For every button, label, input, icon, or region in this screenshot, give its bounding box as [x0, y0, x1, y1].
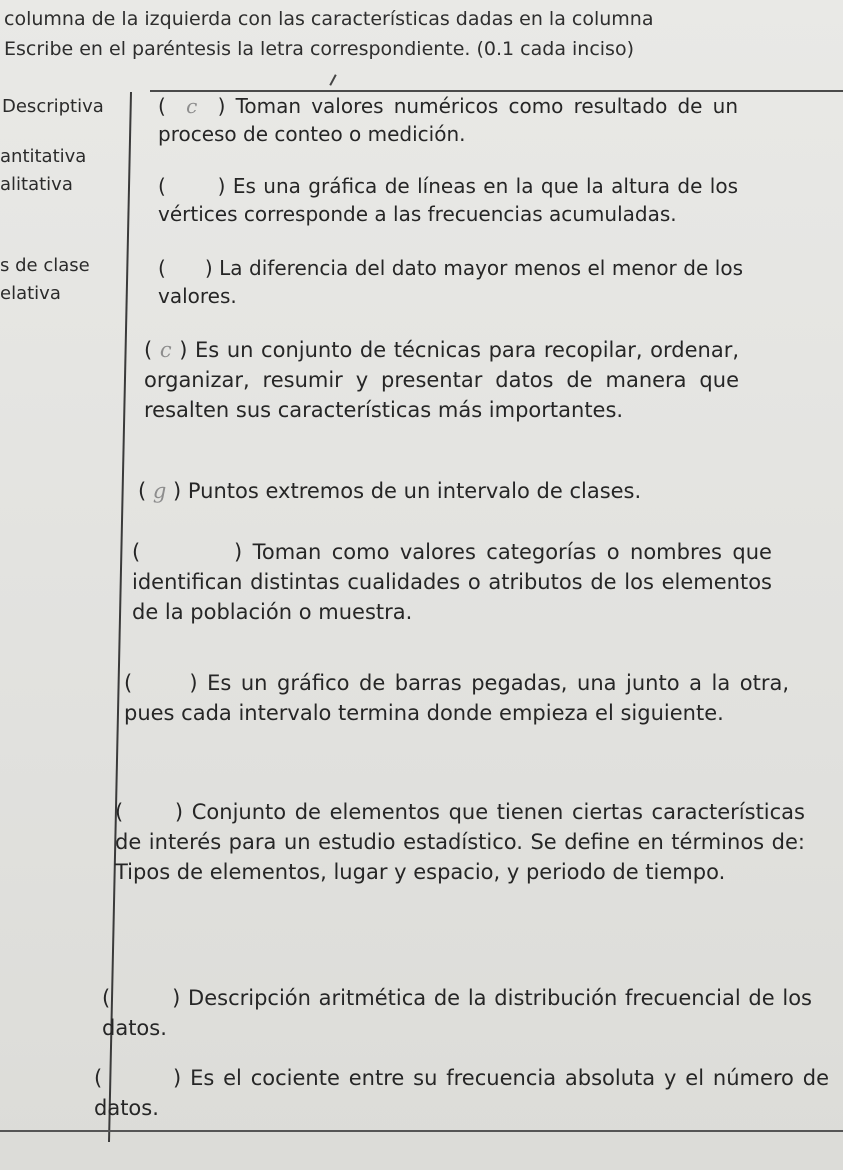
- item: ( ) Es el cociente entre su frecuencia absoluta y el número de datos.: [94, 1066, 830, 1120]
- table-bottom-border: [0, 1130, 843, 1132]
- item: ( ) La diferencia del dato mayor menos el menor de los valores.: [158, 256, 744, 308]
- left-term: s de clase: [0, 255, 90, 276]
- left-term: alitativa: [0, 174, 73, 195]
- item-text: Es una gráfica de líneas en la que la altura de los vértices corresponde a las frecuencias acumuladas.: [158, 174, 738, 226]
- answer-letter[interactable]: g: [152, 479, 167, 503]
- item-text: Es un conjunto de técnicas para recopilar, ordenar, organizar, resumir y presentar datos de manera que resalten sus características más importantes.: [144, 338, 739, 422]
- item: ( ) Descripción aritmética de la distribución frecuencial de los datos.: [102, 986, 812, 1040]
- item: ( g ) Puntos extremos de un intervalo de clases.: [138, 479, 642, 503]
- instruction-line-2: Escribe en el paréntesis la letra correspondiente. (0.1 cada inciso): [4, 38, 634, 60]
- item: ( ) Es un gráfico de barras pegadas, una junto a la otra, pues cada intervalo termina donde empieza el siguiente.: [124, 671, 790, 725]
- item: ( ) Es una gráfica de líneas en la que la altura de los vértices corresponde a las frecuencias acumuladas.: [158, 174, 738, 226]
- item: ( ) Toman como valores categorías o nombres que identifican distintas cualidades o atributos de los elementos de la población o muestra.: [132, 540, 772, 624]
- item-text: Conjunto de elementos que tienen ciertas características de interés para un estudio estadístico. Se define en términos de: Tipos de elementos, lugar y espacio, y periodo de tiempo.: [115, 800, 805, 884]
- item-text: Es el cociente entre su frecuencia absoluta y el número de datos.: [94, 1066, 830, 1120]
- item-text: Descripción aritmética de la distribución frecuencial de los datos.: [102, 986, 812, 1040]
- instruction-line-1: columna de la izquierda con las características dadas en la columna: [4, 8, 654, 30]
- item: ( ) Conjunto de elementos que tienen ciertas características de interés para un estudio estadístico. Se define en términos de: Tipos de elementos, lugar y espacio, y periodo de tiempo.: [115, 800, 805, 884]
- item-text: La diferencia del dato mayor menos el menor de los valores.: [158, 256, 744, 308]
- item-text: Toman valores numéricos como resultado de un proceso de conteo o medición.: [158, 94, 738, 146]
- item-text: Es un gráfico de barras pegadas, una junto a la otra, pues cada intervalo termina donde empieza el siguiente.: [124, 671, 790, 725]
- answer-letter[interactable]: c: [159, 338, 172, 362]
- item: ( c ) Es un conjunto de técnicas para recopilar, ordenar, organizar, resumir y presentar datos de manera que resalten sus características más importantes.: [144, 338, 739, 422]
- left-term: antitativa: [0, 146, 87, 167]
- left-term: elativa: [0, 283, 61, 304]
- item-text: Toman como valores categorías o nombres que identifican distintas cualidades o atributos de los elementos de la población o muestra.: [132, 540, 772, 624]
- left-term: Descriptiva: [2, 96, 104, 117]
- item-text: Puntos extremos de un intervalo de clases.: [187, 479, 642, 503]
- answer-letter[interactable]: c: [186, 94, 198, 118]
- item: ( c ) Toman valores numéricos como resultado de un proceso de conteo o medición.: [158, 94, 738, 146]
